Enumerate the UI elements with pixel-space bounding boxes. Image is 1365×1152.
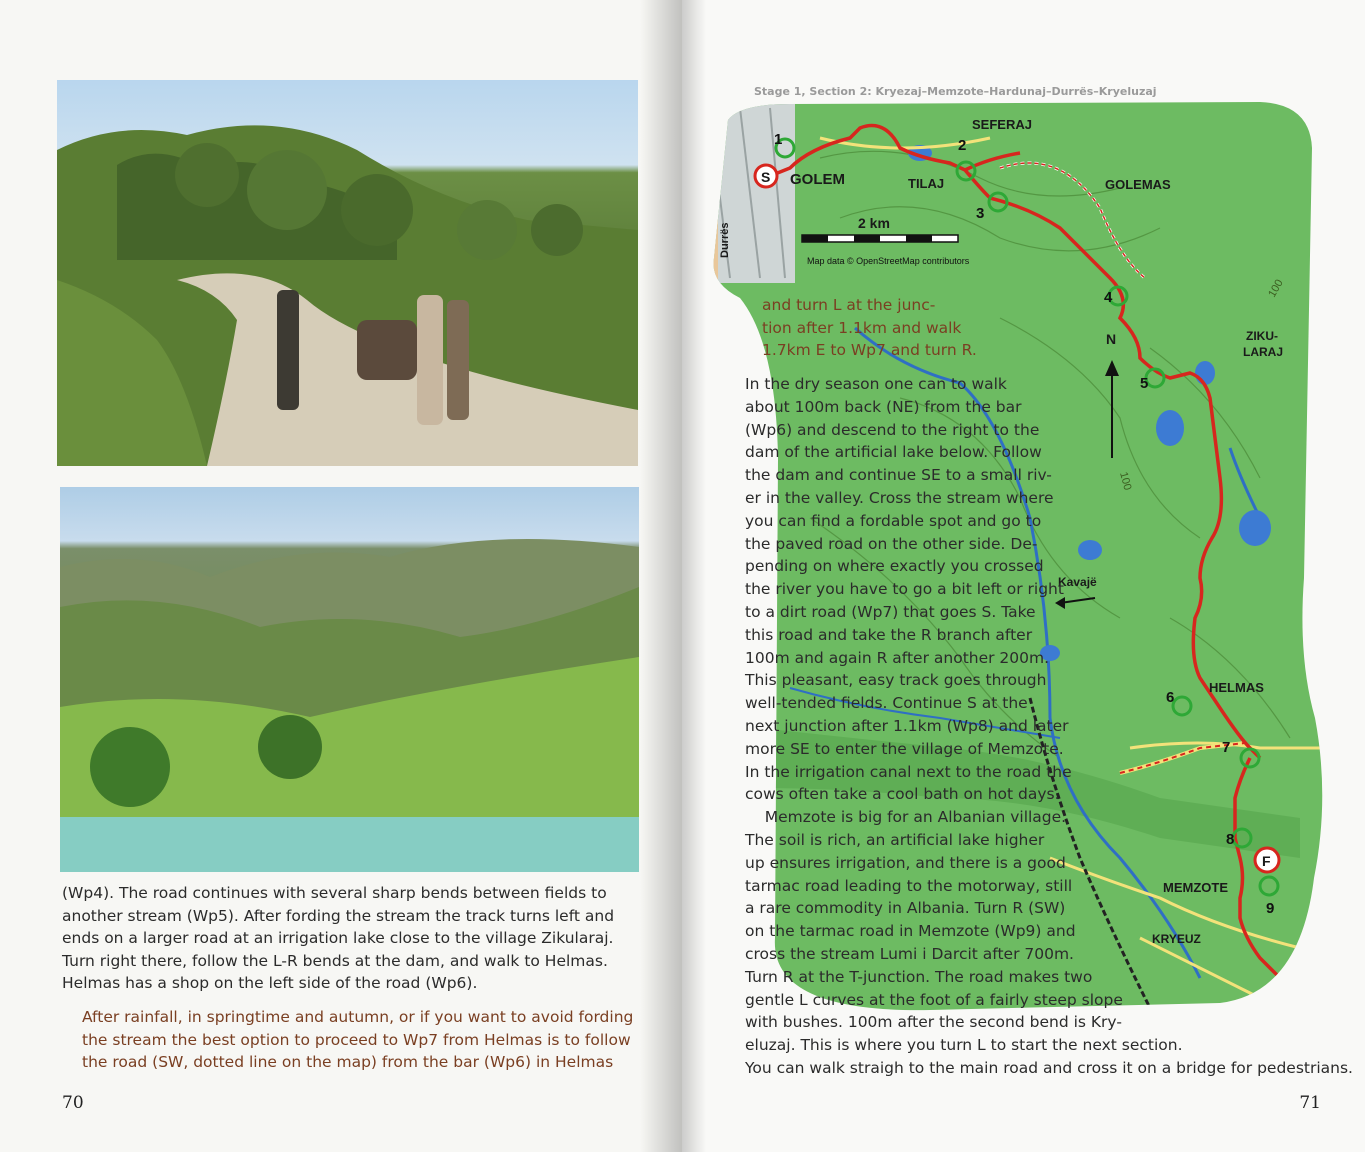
waypoint-3: 3	[976, 205, 985, 222]
body-line: tarmac road leading to the motorway, still	[745, 876, 1073, 895]
waypoint-8: 8	[1226, 831, 1235, 848]
waypoint-1: 1	[774, 131, 783, 148]
tip-note-continued	[762, 294, 1062, 362]
place-zikularaj-1: ZIKU-	[1246, 329, 1278, 343]
body-line: a rare commodity in Albania. Turn R (SW)	[745, 899, 1066, 918]
trail-photo-scene	[57, 80, 638, 466]
contour-label: 100	[1117, 470, 1134, 492]
contour-label: 100	[1266, 277, 1286, 300]
scale-label: 2 km	[858, 215, 890, 231]
place-kryeuz: KRYEUZ	[1152, 932, 1201, 946]
body-line: dam of the artificial lake below. Follow	[745, 443, 1042, 462]
page-number-right: 71	[1299, 1093, 1321, 1113]
body-line: on the tarmac road in Memzote (Wp9) and	[745, 922, 1076, 941]
body-line: this road and take the R branch after	[745, 625, 1033, 644]
waypoint-2: 2	[958, 137, 967, 154]
body-paragraph: (Wp4). The road continues with several sharp bends between fields to another stream (Wp5). After fording the stream the track turns left and ends on a larger road at an irrigation lake close to the village Zikularaj. Turn right there, follow the L-R bends at the dam, and walk to Helmas. Helmas has a shop on the left side of the road (Wp6).	[62, 884, 615, 992]
photo-lake-and-hills	[60, 487, 639, 872]
page-number-left: 70	[62, 1093, 84, 1113]
map-attribution: Map data © OpenStreetMap contributors	[807, 256, 970, 266]
waypoint-7: 7	[1222, 739, 1231, 756]
note-line: and turn L at the junc-	[762, 296, 936, 314]
body-line: gentle L curves at the foot of a fairly steep slope	[745, 990, 1123, 1009]
body-line: er in the valley. Cross the stream where	[745, 488, 1054, 507]
body-line: up ensures irrigation, and there is a good	[745, 853, 1066, 872]
waypoint-5: 5	[1140, 375, 1149, 392]
body-line: more SE to enter the village of Memzote.	[745, 739, 1064, 758]
photo-hikers-on-trail	[57, 80, 638, 466]
body-line: In the dry season one can to walk	[745, 375, 1007, 393]
place-zikularaj-2: LARAJ	[1243, 345, 1284, 359]
place-seferaj: SEFERAJ	[972, 117, 1032, 132]
body-line: with bushes. 100m after the second bend is Kry-	[745, 1013, 1122, 1032]
body-line: well-tended fields. Continue S at the	[745, 694, 1028, 713]
body-line: eluzaj. This is where you turn L to start the next section.	[745, 1036, 1183, 1055]
waypoint-9: 9	[1266, 900, 1275, 917]
body-line: You can walk straigh to the main road and cross it on a bridge for pedestrians.	[745, 1058, 1353, 1077]
body-line: (Wp6) and descend to the right to the	[745, 420, 1040, 439]
body-line: 100m and again R after another 200m.	[745, 648, 1050, 667]
place-tilaj: TILAJ	[908, 176, 945, 191]
body-line: pending on where exactly you crossed	[745, 557, 1044, 576]
body-line: about 100m back (NE) from the bar	[745, 397, 1022, 416]
body-line: the dam and continue SE to a small riv-	[745, 466, 1052, 485]
body-text	[745, 373, 1353, 1080]
start-marker-label: S	[761, 169, 771, 185]
finish-marker-label: F	[1262, 853, 1271, 869]
place-durres: Durrës	[719, 222, 731, 258]
note-line: 1.7km E to Wp7 and turn R.	[762, 341, 977, 359]
place-golem: GOLEM	[790, 171, 845, 188]
body-line: Memzote is big for an Albanian village.	[745, 808, 1067, 827]
waypoint-6: 6	[1166, 689, 1175, 706]
body-line: In the irrigation canal next to the road the	[745, 762, 1072, 781]
place-memzote: MEMZOTE	[1163, 880, 1228, 895]
body-line: next junction after 1.1km (Wp8) and later	[745, 716, 1069, 735]
body-line: the river you have to go a bit left or right	[745, 580, 1064, 599]
body-line: cows often take a cool bath on hot days.	[745, 785, 1060, 804]
body-line: the paved road on the other side. De-	[745, 534, 1038, 553]
body-line: Turn R at the T-junction. The road makes two	[745, 967, 1093, 986]
body-line: The soil is rich, an artificial lake higher	[745, 830, 1045, 849]
tip-note: After rainfall, in springtime and autumn, or if you want to avoid fording the stream the best option to proceed to Wp7 from Helmas is to follow the road (SW, dotted line on the map) from the bar (Wp6) in Helmas	[82, 1008, 634, 1071]
north-label: N	[1106, 331, 1117, 347]
lake-photo-scene	[60, 487, 639, 872]
place-golemas: GOLEMAS	[1105, 177, 1171, 192]
body-line: cross the stream Lumi i Darcit after 700m.	[745, 944, 1074, 963]
left-page	[0, 0, 682, 1152]
place-helmas: HELMAS	[1209, 680, 1264, 695]
waypoint-4: 4	[1104, 289, 1113, 306]
gutter-shadow	[682, 0, 706, 1152]
body-line: you can find a fordable spot and go to	[745, 511, 1042, 530]
running-header: Stage 1, Section 2: Kryezaj–Memzote–Hardunaj–Durrës–Kryeluzaj	[754, 85, 1157, 98]
body-line: to a dirt road (Wp7) that goes S. Take	[745, 602, 1036, 621]
place-kavaje: Kavajë	[1058, 575, 1097, 589]
body-line: This pleasant, easy track goes through	[745, 671, 1047, 690]
note-line: tion after 1.1km and walk	[762, 318, 962, 337]
gutter-shadow	[640, 0, 682, 1152]
